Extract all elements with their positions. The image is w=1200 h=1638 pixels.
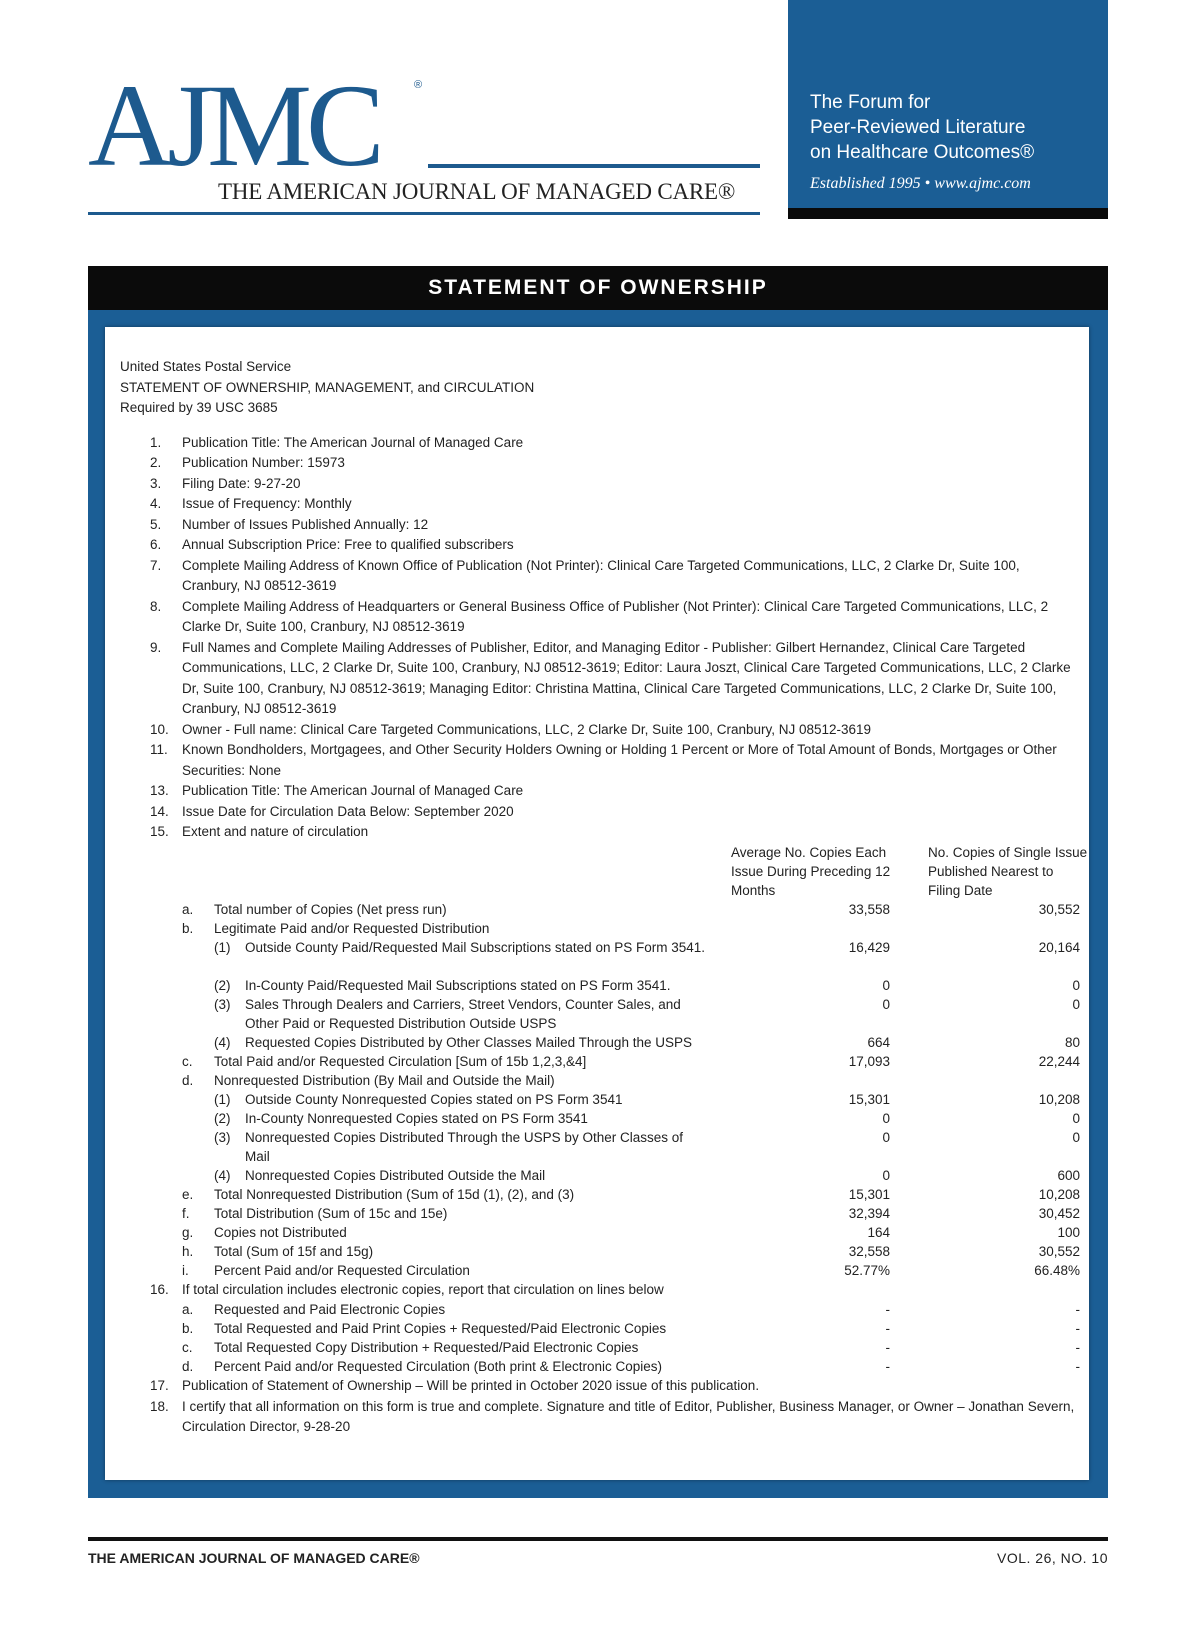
row-letter: d. bbox=[182, 1359, 194, 1374]
row-value-single: 0 bbox=[1072, 1129, 1080, 1145]
row-letter: a. bbox=[182, 1302, 194, 1317]
item-number: 9. bbox=[150, 639, 162, 655]
row-letter: e. bbox=[182, 1186, 194, 1202]
item-number: 17. bbox=[150, 1378, 169, 1393]
row-label: Total Requested Copy Distribution + Requested/Paid Electronic Copies bbox=[214, 1340, 639, 1355]
table-row bbox=[120, 1090, 1080, 1109]
row-letter: a. bbox=[182, 901, 194, 917]
tagline-line: on Healthcare Outcomes® bbox=[810, 142, 1035, 163]
row-label: Nonrequested Copies Distributed Outside the Mail bbox=[245, 1167, 546, 1183]
logo-wordmark: AJMC bbox=[88, 60, 379, 191]
row-label: Nonrequested Copies Distributed Through the USPS by Other Classes of Mail bbox=[245, 1129, 683, 1164]
intro-line: STATEMENT OF OWNERSHIP, MANAGEMENT, and CIRCULATION bbox=[120, 379, 535, 395]
statement-content bbox=[120, 357, 1088, 1438]
item-text: Full Names and Complete Mailing Addresses of Publisher, Editor, and Managing Editor - Publisher: Gilbert Hernandez, Clinical Care Targeted Communications, LLC, 2 Clarke Dr, Suite 100, Cranbury, NJ 08512-3619; Editor: Laura Joszt, Clinical Care Targeted Communications, LLC, 2 Clarke Dr, Suite 100, Cranbury, NJ 08512-3619; Managing Editor: Christina Mattina, Clinical Care Targeted Communications, LLC, 2 Clarke Dr, Suite 100, Cranbury, NJ 08512-3619 bbox=[182, 639, 1071, 716]
row-sub-number: (2) bbox=[214, 977, 231, 993]
row-value-average: 0 bbox=[882, 996, 890, 1012]
row-label: Legitimate Paid and/or Requested Distribution bbox=[214, 920, 490, 936]
item-number: 14. bbox=[150, 803, 169, 819]
item-text: Complete Mailing Address of Known Office of Publication (Not Printer): Clinical Care Targeted Communications, LLC, 2 Clarke Dr, Suite 100, Cranbury, NJ 08512-3619 bbox=[182, 557, 1020, 593]
row-label: Percent Paid and/or Requested Circulation (Both print & Electronic Copies) bbox=[214, 1359, 662, 1374]
row-value-single: - bbox=[1075, 1302, 1080, 1317]
row-label: Total Paid and/or Requested Circulation [Sum of 15b 1,2,3,&4] bbox=[214, 1053, 587, 1069]
row-label: Total Requested and Paid Print Copies + Requested/Paid Electronic Copies bbox=[214, 1321, 667, 1336]
list-item bbox=[120, 1280, 1080, 1301]
table-row bbox=[120, 1261, 1080, 1280]
item-number: 10. bbox=[150, 721, 169, 737]
item-number: 3. bbox=[150, 475, 162, 491]
item-number: 5. bbox=[150, 516, 162, 532]
table-row bbox=[120, 1204, 1080, 1223]
table-row bbox=[120, 1052, 1080, 1071]
table-row bbox=[120, 1319, 1080, 1338]
table-row bbox=[120, 1109, 1080, 1128]
item-text: Publication of Statement of Ownership – Will be printed in October 2020 issue of this publication. bbox=[182, 1378, 760, 1393]
row-value-single: 30,452 bbox=[1038, 1205, 1080, 1221]
list-item bbox=[120, 740, 1080, 781]
journal-logo bbox=[88, 60, 760, 217]
table-row bbox=[120, 976, 1080, 995]
row-letter: c. bbox=[182, 1340, 193, 1355]
table-row bbox=[120, 1071, 1080, 1090]
item-text: Publication Title: The American Journal of Managed Care bbox=[182, 434, 524, 450]
row-value-average: 0 bbox=[882, 977, 890, 993]
row-value-single: - bbox=[1075, 1340, 1080, 1355]
logo-registered-mark: ® bbox=[414, 79, 423, 91]
item-text: If total circulation includes electronic copies, report that circulation on lines below bbox=[182, 1281, 664, 1297]
item-number: 7. bbox=[150, 557, 162, 573]
row-sub-number: (1) bbox=[214, 939, 231, 955]
row-label: In-County Nonrequested Copies stated on PS Form 3541 bbox=[245, 1110, 588, 1126]
item-text: Extent and nature of circulation bbox=[182, 824, 369, 839]
statement-frame bbox=[88, 266, 1108, 1498]
item-text: Publication Number: 15973 bbox=[182, 455, 345, 470]
column-header-single-issue: No. Copies of Single Issue Published Nearest to Filing Date bbox=[928, 844, 1088, 898]
list-item bbox=[120, 515, 1080, 536]
row-letter: f. bbox=[182, 1205, 190, 1221]
row-letter: d. bbox=[182, 1072, 194, 1088]
tagline-line: Peer-Reviewed Literature bbox=[810, 117, 1026, 138]
table-row bbox=[120, 1128, 1080, 1166]
row-value-single: 0 bbox=[1072, 1110, 1080, 1126]
item-number: 11. bbox=[150, 742, 168, 757]
item-text: Annual Subscription Price: Free to qualified subscribers bbox=[182, 537, 514, 552]
column-header-average: Average No. Copies Each Issue During Preceding 12 Months bbox=[731, 844, 891, 898]
row-sub-number: (3) bbox=[214, 1129, 231, 1145]
row-label: Outside County Nonrequested Copies stated on PS Form 3541 bbox=[245, 1091, 623, 1107]
row-label: Requested Copies Distributed by Other Classes Mailed Through the USPS bbox=[245, 1034, 692, 1050]
circulation-column-headers bbox=[120, 843, 1088, 900]
item-number: 2. bbox=[150, 455, 162, 470]
table-row bbox=[120, 919, 1080, 938]
logo-underline bbox=[88, 212, 760, 215]
row-value-average: 32,394 bbox=[848, 1205, 890, 1221]
row-sub-number: (2) bbox=[214, 1110, 231, 1126]
table-row bbox=[120, 1223, 1080, 1242]
row-label: Outside County Paid/Requested Mail Subscriptions stated on PS Form 3541. bbox=[245, 939, 705, 955]
intro-line: United States Postal Service bbox=[120, 359, 292, 374]
row-value-single: 600 bbox=[1057, 1167, 1080, 1183]
row-label: Total number of Copies (Net press run) bbox=[214, 901, 447, 917]
item-text: Known Bondholders, Mortgagees, and Other Security Holders Owning or Holding 1 Percent or More of Total Amount of Bonds, Mortgages or Other Securities: None bbox=[182, 742, 1057, 778]
list-item bbox=[120, 802, 1080, 823]
row-label: Requested and Paid Electronic Copies bbox=[214, 1302, 446, 1317]
item-number: 13. bbox=[150, 783, 169, 798]
row-value-single: 30,552 bbox=[1038, 901, 1080, 917]
row-sub-number: (4) bbox=[214, 1034, 231, 1050]
row-value-average: 664 bbox=[867, 1034, 890, 1050]
tagline bbox=[810, 90, 1034, 165]
table-row bbox=[120, 1242, 1080, 1261]
item-number: 16. bbox=[150, 1281, 169, 1297]
item-number: 18. bbox=[150, 1398, 169, 1414]
row-letter: i. bbox=[182, 1262, 189, 1278]
tagline-box-base bbox=[788, 208, 1108, 219]
statement-items bbox=[120, 433, 1080, 843]
item-text: Issue Date for Circulation Data Below: September 2020 bbox=[182, 803, 514, 819]
table-row bbox=[120, 995, 1080, 1033]
list-item bbox=[120, 474, 1080, 495]
list-item bbox=[120, 453, 1080, 474]
footer-journal-name: THE AMERICAN JOURNAL OF MANAGED CARE® bbox=[88, 1550, 420, 1566]
row-value-single: 100 bbox=[1057, 1224, 1080, 1240]
footer-volume-issue: VOL. 26, NO. 10 bbox=[997, 1550, 1108, 1566]
row-sub-number: (4) bbox=[214, 1167, 231, 1183]
row-value-average: 52.77% bbox=[844, 1262, 890, 1278]
item-number: 1. bbox=[150, 434, 162, 450]
row-value-single: 10,208 bbox=[1038, 1186, 1080, 1202]
row-label: Total (Sum of 15f and 15g) bbox=[214, 1243, 374, 1259]
item-text: Issue of Frequency: Monthly bbox=[182, 496, 352, 511]
row-value-average: 164 bbox=[867, 1224, 890, 1240]
row-value-single: 0 bbox=[1072, 996, 1080, 1012]
row-value-single: - bbox=[1075, 1321, 1080, 1336]
item-text: Number of Issues Published Annually: 12 bbox=[182, 516, 429, 532]
row-letter: h. bbox=[182, 1243, 194, 1259]
row-value-average: - bbox=[885, 1302, 890, 1317]
item-number: 6. bbox=[150, 537, 162, 552]
row-value-average: - bbox=[885, 1340, 890, 1355]
row-letter: b. bbox=[182, 1321, 194, 1336]
journal-name: THE AMERICAN JOURNAL OF MANAGED CARE® bbox=[218, 179, 736, 204]
row-value-single: 80 bbox=[1064, 1034, 1080, 1050]
row-label: Nonrequested Distribution (By Mail and Outside the Mail) bbox=[214, 1072, 555, 1088]
table-row bbox=[120, 1166, 1080, 1185]
row-sub-number: (3) bbox=[214, 996, 231, 1012]
list-item bbox=[120, 822, 1080, 843]
row-value-single: 66.48% bbox=[1034, 1262, 1080, 1278]
list-item bbox=[120, 433, 1080, 454]
row-value-single: - bbox=[1075, 1359, 1080, 1374]
circulation-table bbox=[120, 900, 1080, 1280]
row-sub-number: (1) bbox=[214, 1091, 231, 1107]
row-value-single: 10,208 bbox=[1038, 1091, 1080, 1107]
established-note: Established 1995 • www.ajmc.com bbox=[810, 175, 1031, 192]
list-item bbox=[120, 494, 1080, 515]
row-label: Sales Through Dealers and Carriers, Street Vendors, Counter Sales, and Other Paid or Requested Distribution Outside USPS bbox=[245, 996, 681, 1031]
row-letter: c. bbox=[182, 1053, 193, 1069]
row-value-single: 30,552 bbox=[1038, 1243, 1080, 1259]
row-value-average: 0 bbox=[882, 1167, 890, 1183]
list-item bbox=[120, 535, 1080, 556]
table-row bbox=[120, 938, 1080, 976]
list-item bbox=[120, 1376, 1080, 1397]
row-value-single: 22,244 bbox=[1038, 1053, 1080, 1069]
table-row bbox=[120, 900, 1080, 919]
item-number: 8. bbox=[150, 598, 162, 614]
item-text: Filing Date: 9-27-20 bbox=[182, 475, 301, 491]
row-value-average: 15,301 bbox=[848, 1091, 890, 1107]
row-value-average: 17,093 bbox=[848, 1053, 890, 1069]
list-item bbox=[120, 556, 1080, 597]
list-item bbox=[120, 1397, 1080, 1438]
row-value-average: 33,558 bbox=[848, 901, 890, 917]
section-banner: STATEMENT OF OWNERSHIP bbox=[88, 266, 1108, 310]
intro-line: Required by 39 USC 3685 bbox=[120, 400, 278, 415]
table-row bbox=[120, 1300, 1080, 1319]
item-text: I certify that all information on this form is true and complete. Signature and title of Editor, Publisher, Business Manager, or Owner – Jonathan Severn, Circulation Director, 9-28-20 bbox=[182, 1398, 1075, 1434]
row-value-average: 0 bbox=[882, 1110, 890, 1126]
table-row bbox=[120, 1185, 1080, 1204]
row-value-average: - bbox=[885, 1321, 890, 1336]
table-row bbox=[120, 1357, 1080, 1376]
item-number: 15. bbox=[150, 824, 169, 839]
statement-paper bbox=[105, 327, 1089, 1480]
item-number: 4. bbox=[150, 496, 162, 511]
item-text: Owner - Full name: Clinical Care Targeted Communications, LLC, 2 Clarke Dr, Suite 100, Cranbury, NJ 08512-3619 bbox=[182, 721, 872, 737]
logo-rule bbox=[428, 164, 760, 168]
row-value-average: 16,429 bbox=[848, 939, 890, 955]
item-text: Publication Title: The American Journal of Managed Care bbox=[182, 783, 524, 798]
row-value-average: - bbox=[885, 1359, 890, 1374]
row-label: Total Nonrequested Distribution (Sum of 15d (1), (2), and (3) bbox=[214, 1186, 575, 1202]
row-value-single: 0 bbox=[1072, 977, 1080, 993]
row-label: Percent Paid and/or Requested Circulation bbox=[214, 1262, 470, 1278]
row-label: Copies not Distributed bbox=[214, 1224, 347, 1240]
table-row bbox=[120, 1338, 1080, 1357]
row-letter: b. bbox=[182, 920, 194, 936]
list-item bbox=[120, 781, 1080, 802]
row-label: Total Distribution (Sum of 15c and 15e) bbox=[214, 1205, 448, 1221]
footer-rule bbox=[88, 1537, 1108, 1541]
table-row bbox=[120, 1033, 1080, 1052]
row-value-single: 20,164 bbox=[1038, 939, 1080, 955]
tagline-line: The Forum for bbox=[810, 92, 931, 113]
row-letter: g. bbox=[182, 1224, 194, 1240]
electronic-table bbox=[120, 1300, 1080, 1376]
row-value-average: 32,558 bbox=[848, 1243, 890, 1259]
list-item bbox=[120, 720, 1080, 741]
list-item bbox=[120, 638, 1080, 720]
list-item bbox=[120, 597, 1080, 638]
row-value-average: 15,301 bbox=[848, 1186, 890, 1202]
item-text: Complete Mailing Address of Headquarters or General Business Office of Publisher (Not Printer): Clinical Care Targeted Communications, LLC, 2 Clarke Dr, Suite 100, Cranbury, NJ 08512-3619 bbox=[182, 598, 1049, 634]
row-value-average: 0 bbox=[882, 1129, 890, 1145]
tagline-box bbox=[788, 0, 1108, 208]
row-label: In-County Paid/Requested Mail Subscriptions stated on PS Form 3541. bbox=[245, 977, 671, 993]
